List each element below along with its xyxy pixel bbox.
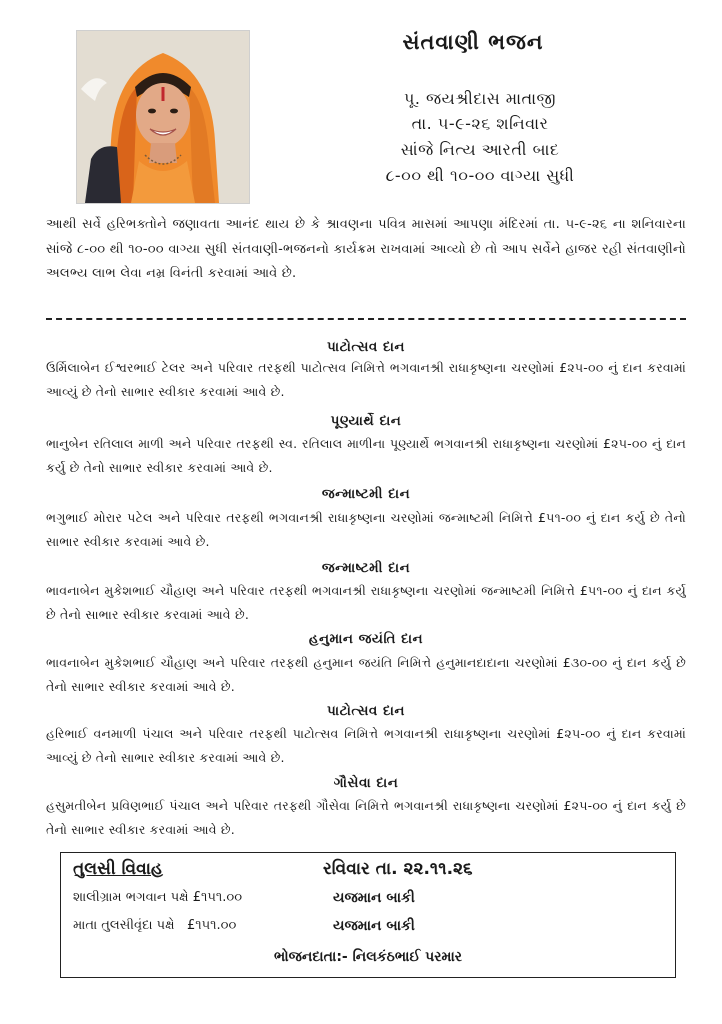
mataji-photo xyxy=(76,30,250,204)
portrait-illustration xyxy=(77,31,249,203)
section-body: હરિભાઈ વનમાળી પંચાલ અને પરિવાર તરફથી પાટોત્સવ નિમિત્તે ભગવાનશ્રી રાધાકૃષ્ણના ચરણોમાં £૨૫-૦૦ નું દાન કરવામાં આવ્યું છે તેનો સાભાર સ્વીકાર કરવામાં આવે છે. xyxy=(46,726,686,765)
tulsi-vivah-box xyxy=(60,852,676,978)
section-body: ઉર્મિલાબેન ઈશ્વરભાઈ ટેલર અને પરિવાર તરફથી પાટોત્સવ નિમિત્તે ભગવાનશ્રી રાધાકૃષ્ણના ચરણોમાં £૨૫-૦૦ નું દાન કરવામાં આવ્યું છે તેનો સાભાર સ્વીકાર કરવામાં આવે છે. xyxy=(46,360,686,399)
section-title: ગૌસેવા દાન xyxy=(333,775,399,791)
header-time-range: ૮-૦૦ થી ૧૦-૦૦ વાગ્યા સુધી xyxy=(385,166,575,185)
section-body: ભાનુબેન રતિલાલ માળી અને પરિવાર તરફથી સ્વ. રતિલાલ માળીના પૂણ્યાર્થે ભગવાનશ્રી રાધાકૃષ્ણના ચરણોમાં £૨૫-૦૦ નું દાન કર્યુ છે તેનો સાભાર સ્વીકાર કરવામાં આવે છે. xyxy=(46,436,686,475)
section-body: હસુમતીબેન પ્રવિણભાઈ પંચાલ અને પરિવાર તરફથી ગૌસેવા નિમિત્તે ભગવાનશ્રી રાધાકૃષ્ણના ચરણોમાં £૨૫-૦૦ નું દાન કર્યુ છે તેનો સાભાર સ્વીકાર કરવામાં આવે છે. xyxy=(46,798,686,837)
dashed-divider xyxy=(46,318,686,320)
section-title: જન્માષ્ટમી દાન xyxy=(321,560,411,576)
box-title: તુલસી વિવાહ xyxy=(73,859,163,879)
header-guest-name: પૂ. જયશ્રીદાસ માતાજી xyxy=(403,89,557,108)
header-date: તા. ૫-૯-૨૬ શનિવાર xyxy=(411,114,549,133)
section-title: હનુમાન જયંતિ દાન xyxy=(308,631,424,647)
section-body: ભાવનાબેન મુકેશભાઈ ચૌહાણ અને પરિવાર તરફથી હનુમાન જયંતિ નિમિત્તે હનુમાનદાદાના ચરણોમાં £૩૦-૦૦ નું દાન કર્યુ છે તેનો સાભાર સ્વીકાર કરવામાં આવે છે. xyxy=(46,655,686,694)
box-date: રવિવાર તા. ૨૨.૧૧.૨૬ xyxy=(323,859,473,879)
section-title: પાટોત્સવ દાન xyxy=(327,339,405,355)
page-title: સંતવાણી ભજન xyxy=(402,30,544,54)
box-food-donor: ભોજનદાતા:- નિલકંઠભાઈ પરમાર xyxy=(273,949,463,965)
section-body: ભાવનાબેન મુકેશભાઈ ચૌહાણ અને પરિવાર તરફથી ભગવાનશ્રી રાધાકૃષ્ણના ચરણોમાં જન્માષ્ટમી નિમિત્તે £૫૧-૦૦ નું દાન કર્યુ છે તેનો સાભાર સ્વીકાર કરવામાં આવે છે. xyxy=(46,583,686,622)
box-row1-label: શાલીગ્રામ ભગવાન પક્ષે £૧૫૧.૦૦ xyxy=(73,890,243,905)
section-title: પૂણ્યાર્થે દાન xyxy=(330,413,402,429)
section-title: પાટોત્સવ દાન xyxy=(327,703,405,719)
box-row1-status: યજમાન બાકી xyxy=(333,890,415,906)
intro-paragraph: આથી સર્વે હરિભક્તોને જણાવતા આનંદ થાય છે કે શ્રાવણના પવિત્ર માસમાં આપણા મંદિરમાં તા. ૫-૯-૨૬ ના શનિવારના સાંજે ૮-૦૦ થી ૧૦-૦૦ વાગ્યા સુધી સંતવાણી-ભજનનો કાર્યક્રમ રાખવામાં આવ્યો છે તો આપ સર્વેને હાજર રહી સંતવાણીનો અલભ્ય લાભ લેવા નમ્ર વિનંતી કરવામાં આવે છે. xyxy=(46,217,686,281)
box-row2-status: યજમાન બાકી xyxy=(333,918,415,934)
header-timing-note: સાંજે નિત્ય આરતી બાદ xyxy=(400,140,560,159)
box-row2-label: માતા તુલસીવૃંદા પક્ષે £૧૫૧.૦૦ xyxy=(73,918,237,933)
section-body: ભગુભાઈ મોરાર પટેલ અને પરિવાર તરફથી ભગવાનશ્રી રાધાકૃષ્ણના ચરણોમાં જન્માષ્ટમી નિમિત્તે £૫૧-૦૦ નું દાન કર્યુ છે તેનો સાભાર સ્વીકાર કરવામાં આવે છે. xyxy=(46,510,686,549)
section-title: જન્માષ્ટમી દાન xyxy=(321,486,411,502)
